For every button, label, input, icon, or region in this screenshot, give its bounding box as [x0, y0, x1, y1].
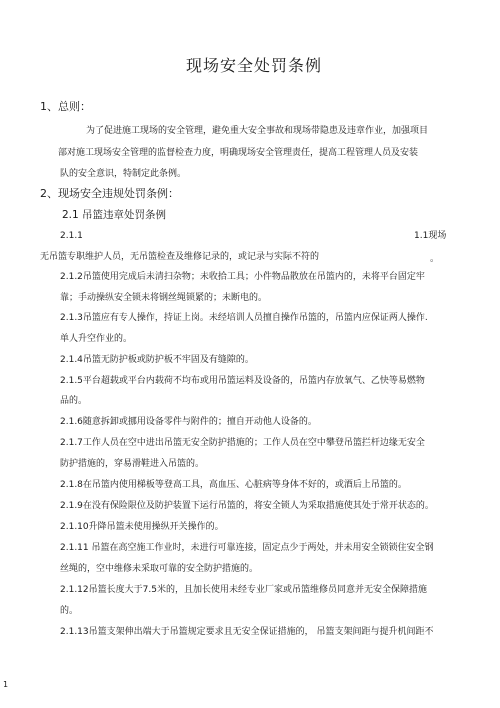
item-2-1-8: 2.1.8在吊篮内使用梯板等登高工具，高血压、心脏病等身体不好的，或酒后上吊篮的。: [60, 480, 407, 490]
section-1-line-1: 为了促进施工现场的安全管理，避免重大安全事故和现场带隐患及违章作业，加强项目: [86, 126, 429, 136]
item-2-1-12-line-1: 2.1.12吊篮长度大于7.5米的，且加长使用未经专业厂家或吊篮维修员同意并无安全保障措施: [60, 585, 427, 595]
item-2-1-11-line-2: 丝绳的，空中维修未采取可靠的安全防护措施的。: [60, 564, 259, 574]
item-2-1-11-line-1: 2.1.11 吊篮在高空施工作业时，未进行可靠连接，固定点少于两处，并未用安全锁锁住安全钢: [60, 543, 434, 553]
item-2-1-2-line-2: 靠；手动操纵安全锁未将钢丝绳锁紧的；未断电的。: [60, 293, 268, 303]
subsection-2-1-heading: 2.1 吊篮违章处罚条例: [62, 209, 167, 221]
item-2-1-3-line-2: 单人升空作业的。: [60, 334, 133, 344]
item-2-1-1-trail: 。: [430, 254, 440, 264]
item-2-1-3-line-1: 2.1.3吊篮应有专人操作，持证上岗。未经培训人员擅自操作吊篮的，吊篮内应保证两人操作.: [60, 313, 428, 323]
item-2-1-7-line-1: 2.1.7工作人员在空中进出吊篮无安全防护措施的；工作人员在空中攀登吊篮拦杆边缘无安全: [60, 438, 425, 448]
document-title: 现场安全处罚条例: [186, 56, 323, 75]
item-2-1-5-line-1: 2.1.5平台超载或平台内载荷不均布或用吊篮运料及设备的，吊篮内存放氧气、乙快等易燃物: [60, 376, 425, 386]
item-2-1-6: 2.1.6随意拆卸或挪用设备零件与附件的；擅自开动他人设备的。: [60, 417, 317, 427]
section-2-heading: 2、现场安全违规处罚条例：: [40, 187, 179, 200]
page-number: 1: [3, 680, 9, 689]
item-2-1-9: 2.1.9在没有保险限位及防护装置下运行吊篮的，将安全锁人为采取措施使其处于常开状态的。: [60, 501, 434, 511]
item-2-1-1-number: 2.1.1: [60, 231, 83, 241]
item-2-1-10: 2.1.10升降吊篮未使用操纵开关操作的。: [60, 522, 224, 532]
item-2-1-5-line-2: 品的。: [60, 396, 88, 406]
item-2-1-1-number-right: 1.1现场: [414, 231, 447, 241]
item-2-1-13-line-1: 2.1.13吊篮支架伸出端大于吊篮规定要求且无安全保证措施的， 吊篮支架间距与提升机间距不: [60, 627, 434, 637]
item-2-1-2-line-1: 2.1.2吊篮使用完成后未清扫杂物；未收拾工具；小件物品散放在吊篮内的，未将平台固定牢: [60, 272, 425, 282]
item-2-1-7-line-2: 防护措施的，穿易滑鞋进入吊篮的。: [60, 459, 205, 469]
section-1-line-2: 部对施工现场安全管理的监督检查力度，明确现场安全管理责任，提高工程管理人员及安装: [58, 148, 419, 158]
item-2-1-4: 2.1.4吊篮无防护板或防护板不牢固及有缝隙的。: [60, 355, 254, 365]
section-1-heading: 1、总则：: [40, 100, 91, 113]
section-1-line-3: 队的安全意识，特制定此条例。: [60, 169, 187, 179]
item-2-1-1-text: 无吊篮专职维护人员，无吊篮检查及维修记录的，或记录与实际不符的: [40, 252, 320, 262]
item-2-1-12-line-2: 的。: [60, 606, 79, 616]
